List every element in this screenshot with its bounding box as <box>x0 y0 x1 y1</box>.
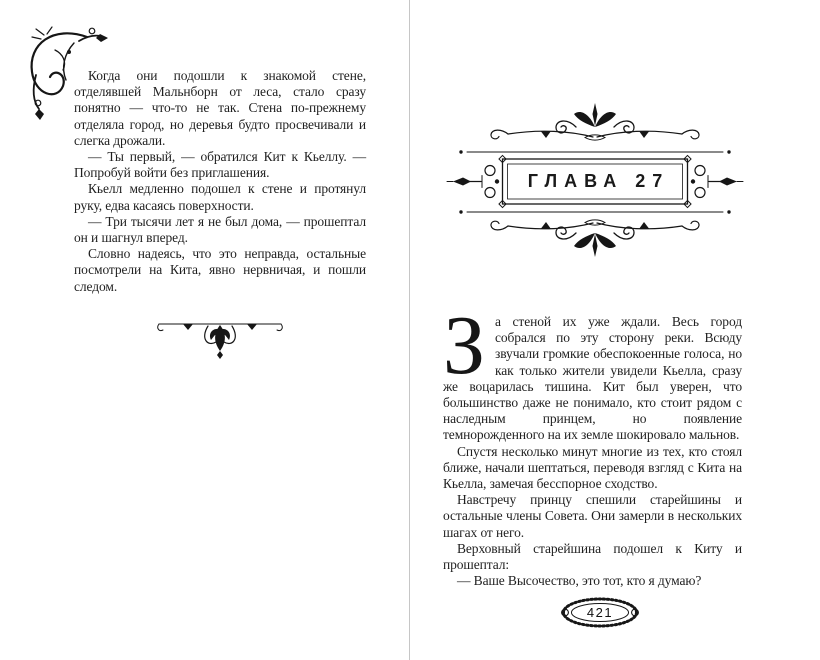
paragraph: Спустя несколько минут многие из тех, кто стоял ближе, начали шептаться, переводя взгляд с Кита на Кьелла, замечая бесспорное сходство. <box>443 443 742 492</box>
right-page-text-column <box>443 299 742 589</box>
paragraph <box>443 299 742 444</box>
chapter-title: ГЛАВА 27 <box>527 171 670 191</box>
paragraph: Кьелл медленно подошел к стене и протянул руку, едва касаясь поверхности. <box>74 181 366 213</box>
page-number: 421 <box>586 605 614 620</box>
paragraph: — Ты первый, — обратился Кит к Кьеллу. — Попробуй войти без приглашения. <box>74 149 366 181</box>
left-page-text-column <box>74 68 366 361</box>
page-gutter-divider <box>409 0 410 660</box>
paragraph-text: а стеной их уже ждали. Весь город собрался по эту сторону реки. Всюду звучали громкие обеспокоенные голоса, но как только жители увидели Кьелла, сразу же воцарилась тишина. Кит был уверен, что большинство даже не понимало, кто стоит рядом с наследным принцем, но появление темнорожденного на их земле шокировало мальнов. <box>443 314 742 443</box>
paragraph: Когда они подошли к знакомой стене, отделявшей Мальнборн от леса, стало сразу понятно — что-то не так. Стена по-прежнему отделяла город, но деревья будто просвечивали и слегка дрожали. <box>74 68 366 148</box>
paragraph: Верховный старейшина подошел к Киту и прошептал: <box>443 540 742 573</box>
section-divider-icon <box>153 313 287 361</box>
paragraph: Навстречу принцу спешили старейшины и остальные члены Совета. Они замерли в нескольких шагах от него. <box>443 492 742 540</box>
drop-cap: З <box>443 299 486 392</box>
paragraph: — Три тысячи лет я не был дома, — прошептал он и шагнул вперед. <box>74 213 366 246</box>
page-number-badge <box>560 596 640 629</box>
right-page <box>410 0 820 660</box>
chapter-header <box>445 100 745 260</box>
paragraph: — Ваше Высочество, это тот, кто я думаю? <box>457 573 702 589</box>
left-page <box>0 0 409 660</box>
paragraph: Словно надеясь, что это неправда, остальные посмотрели на Кита, явно нервничая, и пошли следом. <box>74 246 366 294</box>
